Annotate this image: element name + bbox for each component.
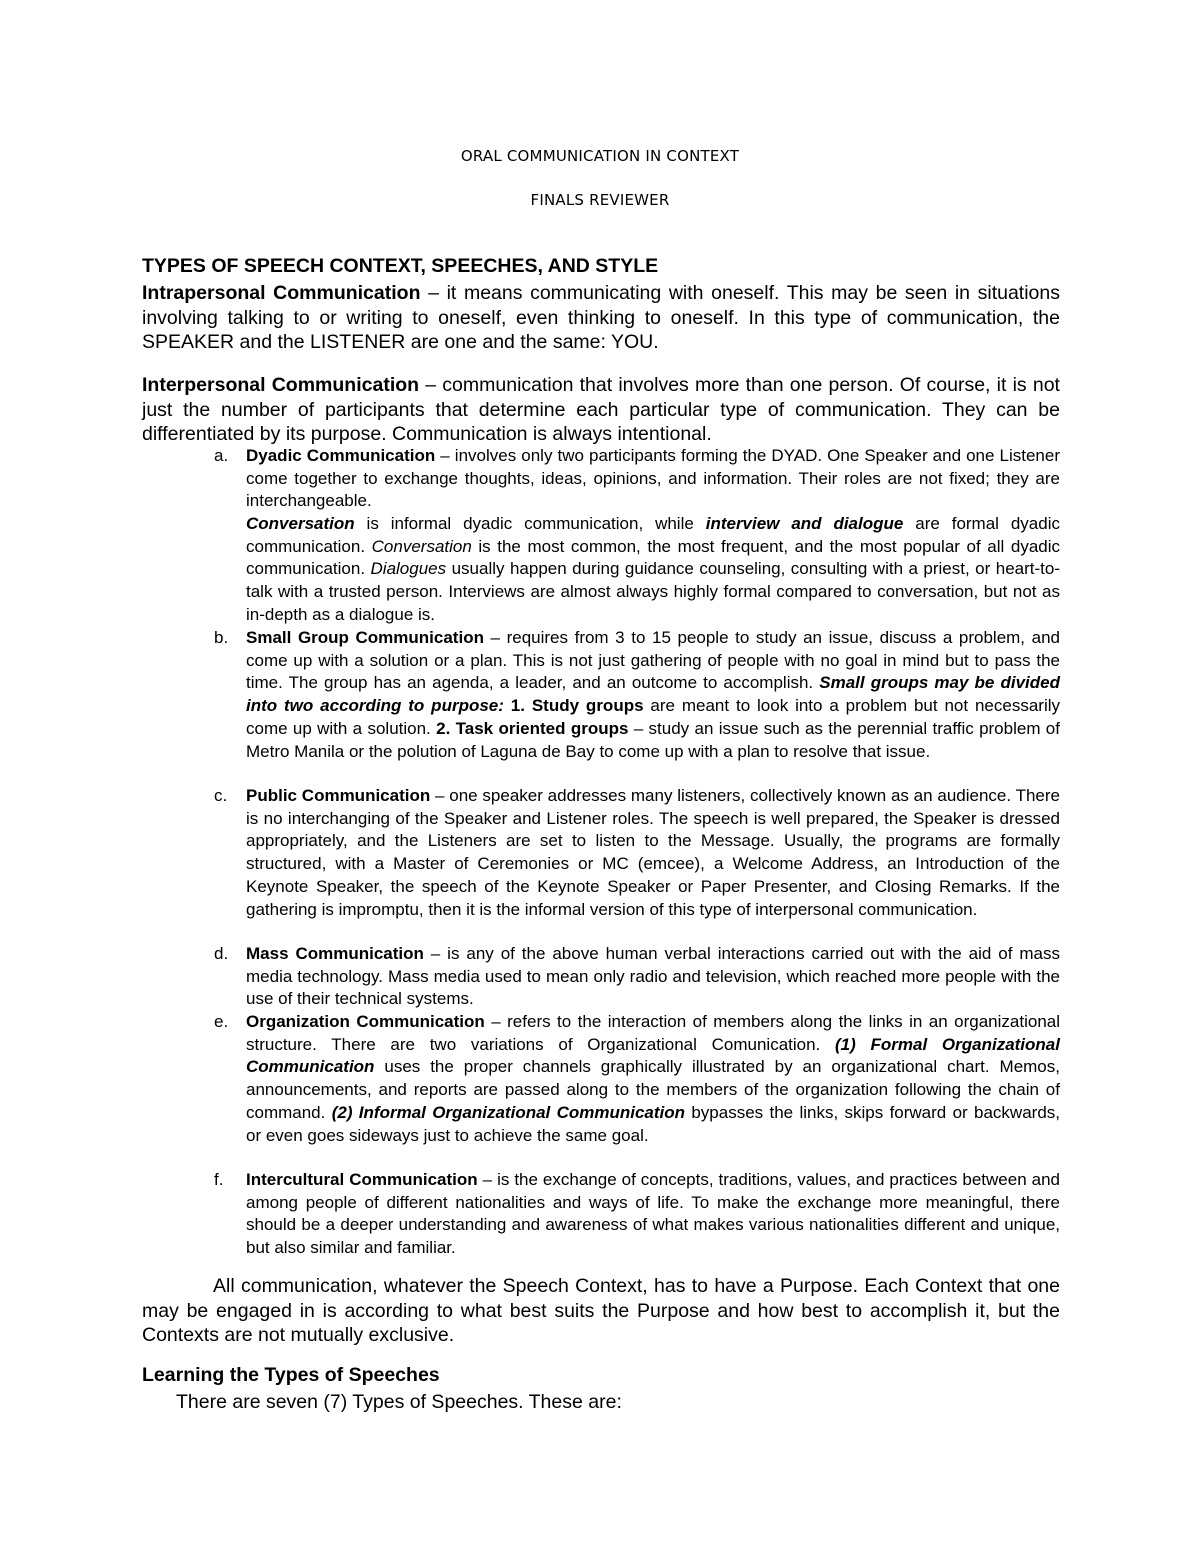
item-text: – one speaker addresses many listeners, collectively known as an audience. There is no interchanging of the Speaker and Listener roles. The speech is well prepared, the Speaker is dressed appropriately, and the Listeners are set to listen to the Message. Usually, the programs are formally structured, with a Master of Ceremonies or MC (emcee), a Welcome Address, an Introduction of the Keynote Speaker, the speech of the Keynote Speaker or Paper Presenter, and Closing Remarks. If the gathering is impromptu, then it is the informal version of this type of interpersonal communication.	[246, 786, 1060, 919]
interpersonal-paragraph	[142, 373, 1060, 447]
list-item-text	[246, 943, 1060, 1011]
section-heading: TYPES OF SPEECH CONTEXT, SPEECHES, AND STYLE	[142, 255, 659, 277]
list-marker: b.	[214, 628, 229, 647]
list-item-text	[246, 1169, 1060, 1260]
intrapersonal-paragraph	[142, 281, 1060, 355]
list-item-text-continued	[246, 513, 1060, 627]
item-emphasis: (2) Informal Organizational Communication	[331, 1102, 686, 1122]
item-term: Intercultural Communication	[246, 1170, 478, 1189]
item-emphasis: Dialogues	[370, 559, 447, 579]
item-emphasis: Small groups may be divided into two according to purpose:	[246, 673, 1060, 716]
closing-paragraph: All communication, whatever the Speech Context, has to have a Purpose. Each Context that one may be engaged in is according to what best suits the Purpose and how best to accomplish it, but the Contexts are not mutually exclusive.	[142, 1275, 1060, 1346]
item-term: Small Group Communication	[246, 628, 484, 647]
item-text: usually happen during guidance counseling, consulting with a priest, or heart-to-talk with a trusted person. Interviews are almost always highly formal compared to conversation, but not as in-depth as a dialogue is.	[246, 559, 1060, 624]
item-text: – is any of the above human verbal interactions carried out with the aid of mass media technology. Mass media used to mean only radio and television, which reached more people with the use of their technical systems.	[246, 944, 1060, 1009]
intrapersonal-term: Intrapersonal Communication	[142, 282, 421, 304]
item-strong: 2. Task oriented groups	[436, 718, 629, 738]
item-emphasis: Conversation	[371, 536, 472, 556]
list-marker: c.	[214, 786, 228, 805]
item-term: Organization Communication	[246, 1012, 485, 1031]
item-text: is informal dyadic communication, while	[354, 514, 706, 533]
list-marker: f.	[214, 1170, 224, 1189]
item-text: – refers to the interaction of members along the links in an organizational structure. There are two variations of Organizational Comunication.	[246, 1012, 1061, 1054]
list-item-text	[246, 785, 1060, 921]
document-subtitle: FINALS REVIEWER	[530, 191, 670, 209]
item-text: – involves only two participants forming the DYAD. One Speaker and one Listener come together to exchange thoughts, ideas, opinions, and information. Their roles are not fixed; they are interchangeable.	[246, 446, 1060, 511]
list-marker: d.	[214, 944, 229, 963]
section2-intro: There are seven (7) Types of Speeches. These are:	[176, 1391, 622, 1413]
interpersonal-text: – communication that involves more than one person. Of course, it is not just the number of participants that determine each particular type of communication. They can be differentiated by its purpose. Communication is always intentional.	[142, 374, 1060, 445]
item-term: Public Communication	[246, 786, 431, 805]
item-text: is the most common, the most frequent, and the most popular of all dyadic communication.	[246, 536, 1060, 579]
item-term: Dyadic Communication	[246, 446, 436, 465]
item-text: are formal dyadic communication.	[246, 514, 1060, 556]
list-marker: a.	[214, 446, 229, 465]
item-text: bypasses the links, skips forward or backwards, or even goes sideways just to achieve the same goal.	[246, 1102, 1060, 1145]
list-item-text	[246, 1011, 1060, 1147]
section2-heading: Learning the Types of Speeches	[142, 1364, 440, 1386]
interpersonal-term: Interpersonal Communication	[142, 374, 420, 396]
list-item-text	[246, 627, 1060, 763]
item-text: are meant to look into a problem but not necessarily come up with a solution.	[246, 696, 1061, 738]
item-emphasis: (1) Formal Organizational Communication	[246, 1034, 1060, 1077]
item-text: – is the exchange of concepts, traditions, values, and practices between and among people of different nationalities and ways of life. To make the exchange more meaningful, there should be a deeper understanding and awareness of what makes various nationalities different and unique, but also similar and familiar.	[246, 1170, 1060, 1258]
item-strong: 1. Study groups	[503, 696, 644, 716]
item-emphasis: interview and dialogue	[705, 514, 904, 533]
item-term: Mass Communication	[246, 944, 424, 963]
list-item-text	[246, 445, 1060, 513]
item-emphasis: Conversation	[246, 514, 355, 533]
item-text: – requires from 3 to 15 people to study an issue, discuss a problem, and come up with a solution or a plan. This is not just gathering of people with no goal in mind but to pass the time. The group has an agenda, a leader, and an outcome to accomplish.	[246, 628, 1060, 693]
item-text: uses the proper channels graphically illustrated by an organizational chart. Memos, announcements, and reports are passed along to the members of the organization following the chain of command.	[246, 1057, 1060, 1122]
item-text: – study an issue such as the perennial traffic problem of Metro Manila or the polution of Laguna de Bay to come up with a plan to resolve that issue.	[246, 718, 1060, 761]
document-title: ORAL COMMUNICATION IN CONTEXT	[460, 147, 740, 165]
list-marker: e.	[214, 1012, 229, 1031]
intrapersonal-text: – it means communicating with oneself. This may be seen in situations involving talking to or writing to oneself, even thinking to oneself. In this type of communication, the SPEAKER and the LISTENER are one and the same: YOU.	[142, 282, 1061, 353]
